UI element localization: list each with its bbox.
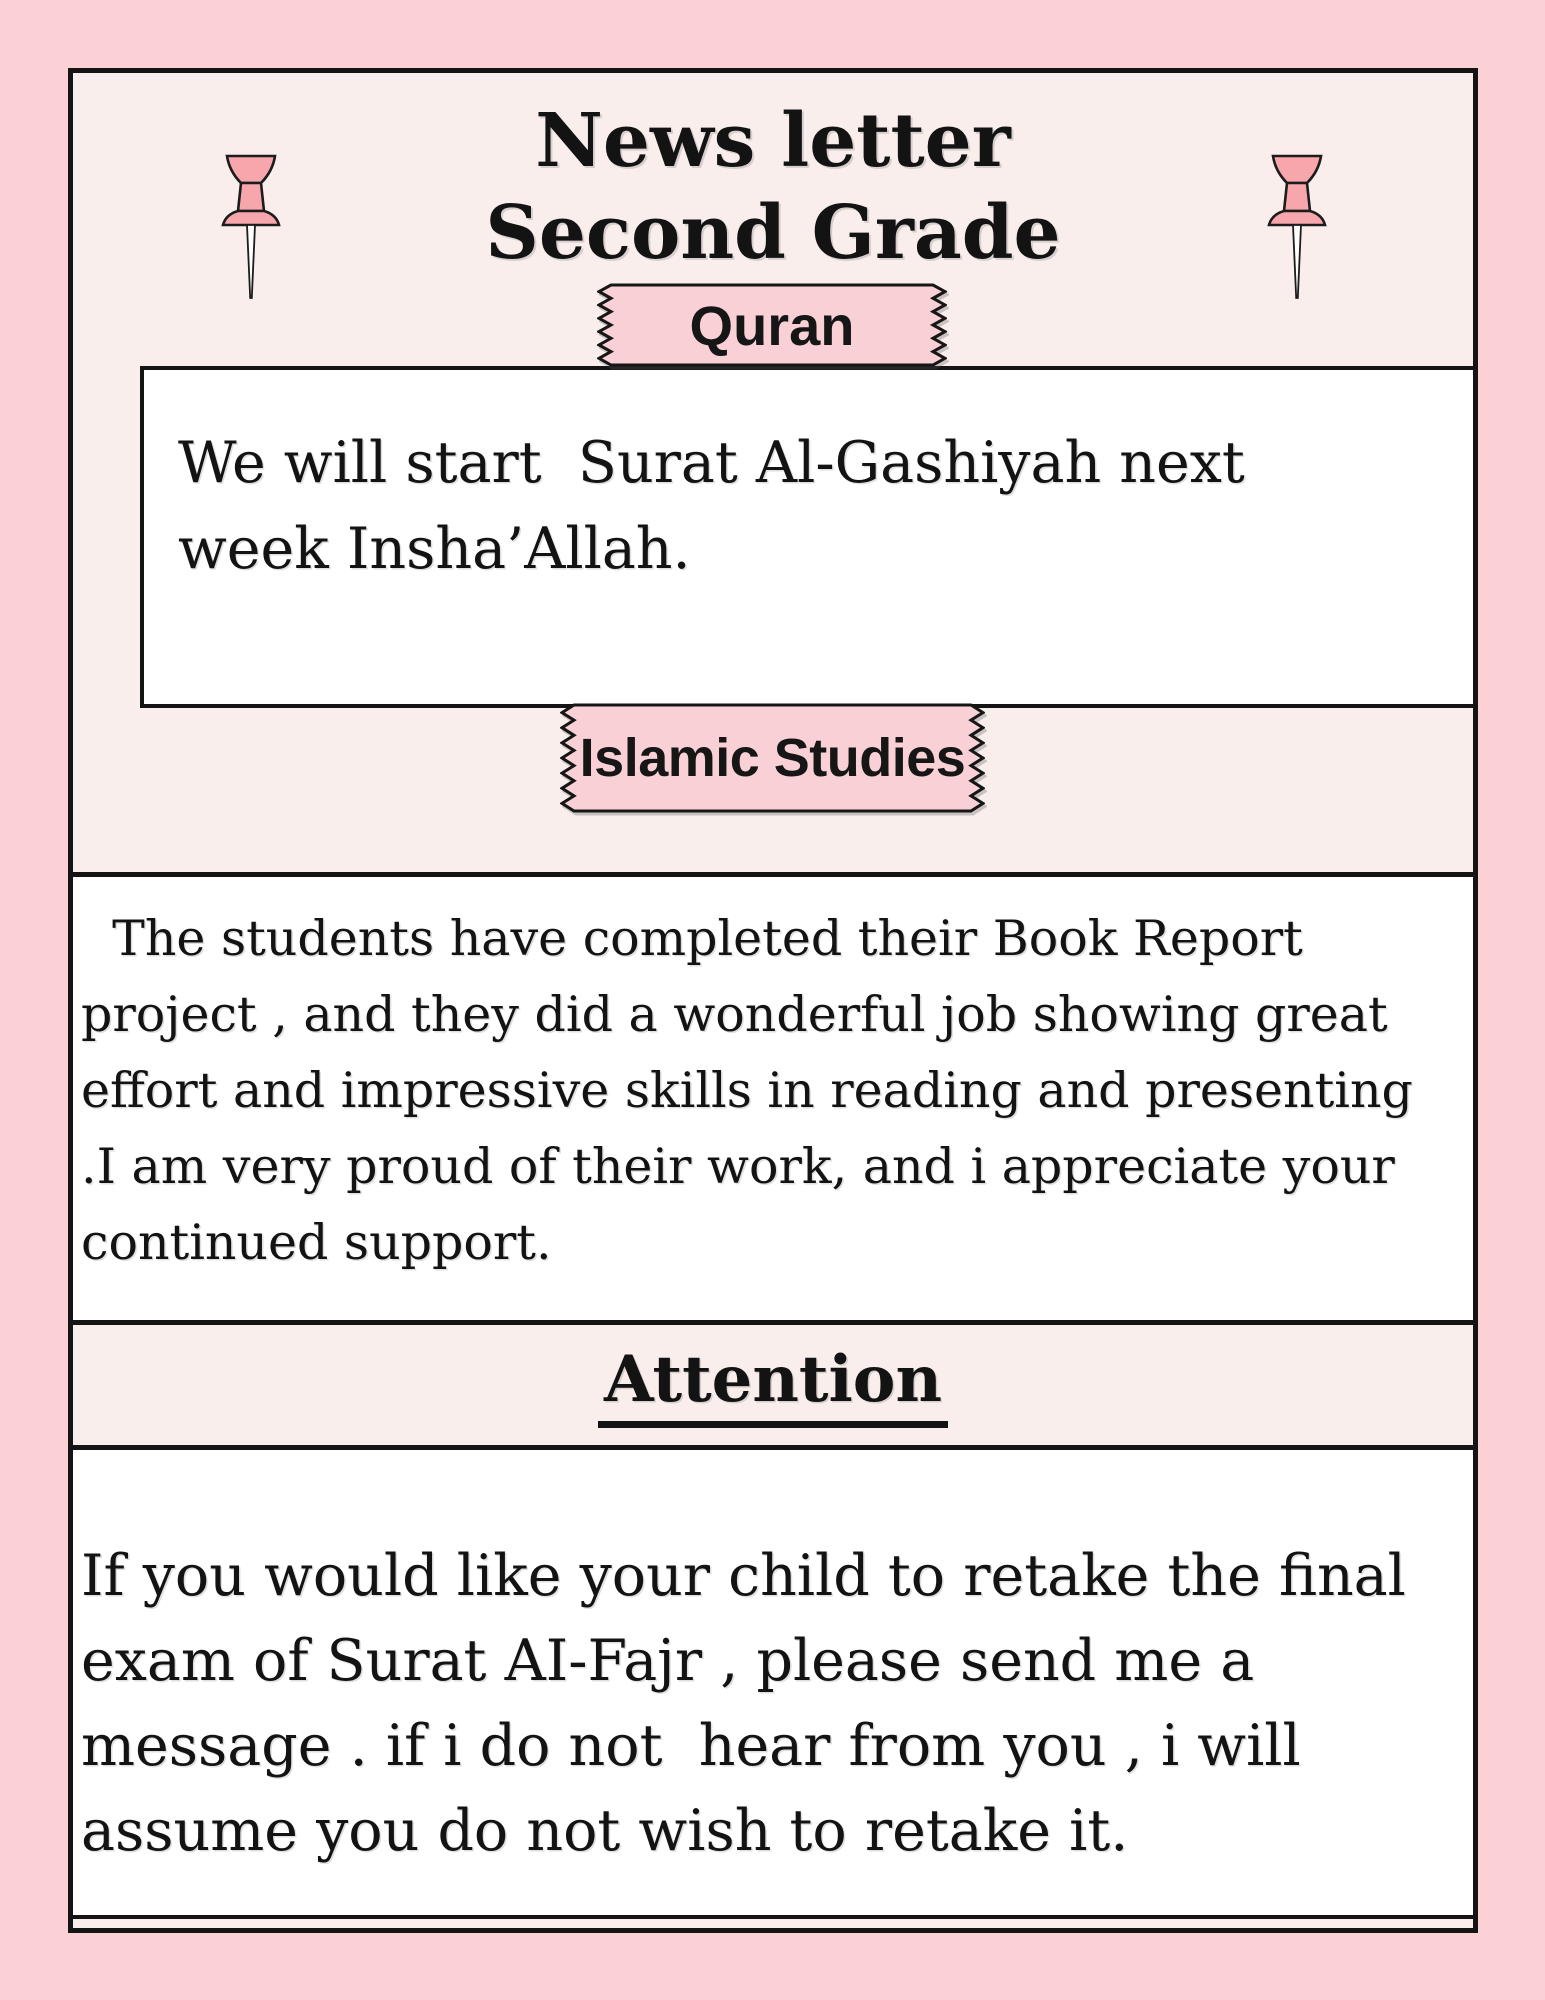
quran-note-box: [140, 366, 1473, 708]
attention-note-text: [73, 1450, 1473, 1874]
paragraph-line: .I am very proud of their work, and i appreciate your: [81, 1138, 1395, 1195]
islamic-studies-section: [73, 872, 1473, 1320]
attention-line: message . if i do not hear from you , i will: [81, 1713, 1301, 1779]
title-line-2: Second Grade: [485, 190, 1061, 276]
islamic-studies-tape-label: Islamic Studies: [579, 728, 966, 788]
attention-heading: Attention: [598, 1342, 948, 1428]
attention-note-box: [73, 1450, 1473, 1919]
quran-tape-label: Quran: [689, 293, 855, 357]
quran-text-line: We will start Surat Al-Gashiyah next: [178, 430, 1245, 496]
newsletter-card: [68, 68, 1478, 1933]
pushpin-icon-left: [220, 153, 282, 303]
attention-line: exam of Surat AI-Fajr , please send me a: [81, 1628, 1255, 1694]
paragraph-line: effort and impressive skills in reading and presenting: [81, 1062, 1413, 1119]
islamic-studies-text: [73, 877, 1473, 1281]
paragraph-line: continued support.: [81, 1214, 552, 1271]
paragraph-line: The students have completed their Book Report: [81, 910, 1303, 967]
quran-text-line: week Insha’Allah.: [178, 516, 691, 582]
islamic-studies-tape: [560, 703, 985, 813]
quran-tape: [597, 283, 947, 367]
page-title: [73, 95, 1473, 279]
attention-band: [73, 1320, 1473, 1450]
paragraph-line: project , and they did a wonderful job showing great: [81, 986, 1388, 1043]
attention-line: assume you do not wish to retake it.: [81, 1798, 1129, 1864]
title-line-1: News letter: [535, 98, 1011, 184]
card-inner: [73, 73, 1473, 1928]
quran-note-text: [144, 370, 1473, 592]
pushpin-icon-right: [1266, 153, 1328, 303]
attention-line: If you would like your child to retake the final: [81, 1543, 1406, 1609]
